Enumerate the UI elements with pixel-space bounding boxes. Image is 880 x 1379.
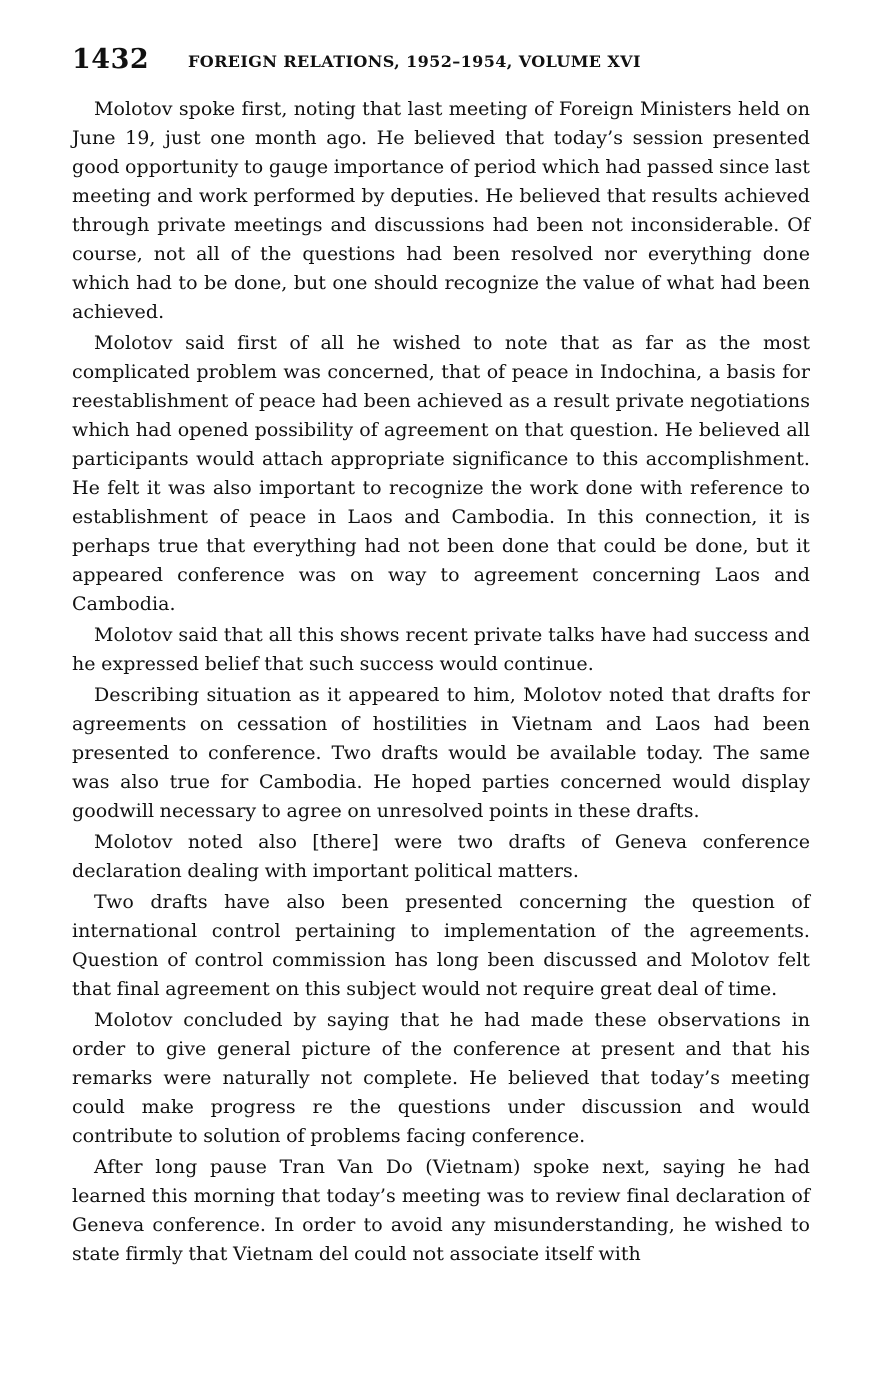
paragraph-molotov-conclusion: Molotov concluded by saying that he had made these observations in order to give general picture of the conference at present and that his remarks were naturally not complete. He believed that today’s meeting could make progress re the questions under discussion and would contribute to solution of problems facing conference. (72, 1009, 810, 1147)
paragraph-declaration-drafts: Molotov noted also [there] were two drafts of Geneva conference declaration dealing with important political matters. (72, 831, 810, 882)
paragraph-tran-van-do: After long pause Tran Van Do (Vietnam) spoke next, saying he had learned this morning that today’s meeting was to review final declaration of Geneva conference. In order to avoid any misunderstanding, he wished to state firmly that Vietnam del could not associate itself with (72, 1156, 810, 1265)
body-text (72, 95, 810, 1269)
running-head (72, 44, 812, 80)
paragraph-indochina-peace: Molotov said first of all he wished to note that as far as the most complicated problem was concerned, that of peace in Indochina, a basis for reestablishment of peace had been achieved as a result private negotiations which had opened possibility of agreement on that question. He believed all participants would attach appropriate significance to this accomplishment. He felt it was also important to recognize the work done with reference to establishment of peace in Laos and Cambodia. In this connection, it is perhaps true that everything had not been done that could be done, but it appeared conference was on way to agreement concerning Laos and Cambodia. (72, 332, 810, 615)
page-number: 1432 (72, 44, 150, 75)
paragraph-private-talks: Molotov said that all this shows recent private talks have had success and he expressed belief that such success would continue. (72, 624, 810, 675)
running-head-title: FOREIGN RELATIONS, 1952–1954, VOLUME XVI (188, 52, 641, 71)
paragraph-drafts-hostilities: Describing situation as it appeared to him, Molotov noted that drafts for agreements on cessation of hostilities in Vietnam and Laos had been presented to conference. Two drafts would be available today. The same was also true for Cambodia. He hoped parties concerned would display goodwill necessary to agree on unresolved points in these drafts. (72, 684, 810, 822)
paragraph-molotov-opening: Molotov spoke first, noting that last meeting of Foreign Ministers held on June 19, just one month ago. He believed that today’s session presented good opportunity to gauge importance of period which had passed since last meeting and work performed by deputies. He believed that results achieved through private meetings and discussions had been not inconsiderable. Of course, not all of the questions had been resolved nor everything done which had to be done, but one should recognize the value of what had been achieved. (72, 98, 810, 323)
paragraph-international-control: Two drafts have also been presented concerning the question of international control pertaining to implementation of the agreements. Question of control commission has long been discussed and Molotov felt that final agreement on this subject would not require great deal of time. (72, 891, 810, 1000)
